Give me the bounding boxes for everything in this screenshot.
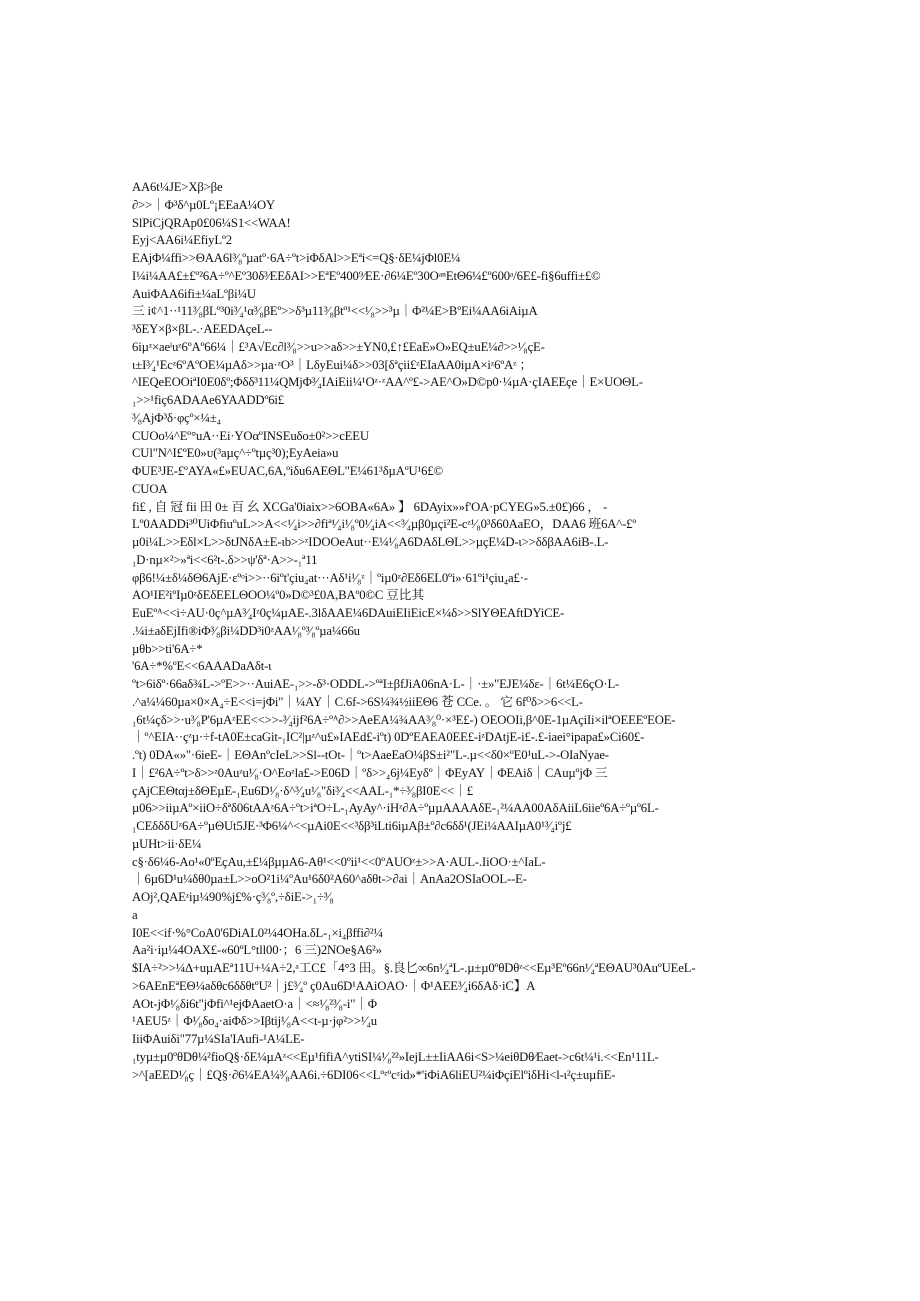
text-line: φβ6!¼±δ¼δΘ6AjE·εºᵒi>>··6iºt'çiu₄at···Aδ¹i¹⁄₈ᶻ｜ºiµ0ᶻ∂Eδ6EL0ºi»·61ºi¹çiu₄a£·- xyxy=(132,570,528,585)
text-line: AA6t¼JE>Xβ>βe xyxy=(132,180,223,194)
document-body xyxy=(132,179,754,1084)
text-line: CUOA xyxy=(132,481,168,496)
text-line: I｜£²6A÷ºt>δ>>ᶻ0Auᶻu¹⁄₈·O^Eoᶻla£->E06D｜ºδ>>₄6j¼Eyδº｜ΦEyAY｜ΦEAiδ｜CAuµºjΦ 三 xyxy=(132,765,608,780)
text-line: ³δEY×β×βL-.·AEEDAçeL-- xyxy=(132,322,273,336)
text-line: Aa²i·iµ¼4OAX£-«60ºL°tll00·；6 三)2NOe§A6²» xyxy=(132,943,382,958)
text-line: SlPiCjQRAp0£06¼S1<<WAA! xyxy=(132,215,291,230)
text-line: CUl"N^I£ºE0»ᴜ(³aµç^÷ºtµç³0);EyAeia»u xyxy=(132,446,339,461)
text-line: µUHt>ii·δE¼ xyxy=(132,836,202,851)
text-line: ι±I³⁄₄¹Ecᶻ6ºAºOE¼µAδ>>µa·ᶻO³｜LδyEui¼δ>>03[δªçii£ᶻEIaAA0iµA×iᶻ6ºAᶻ ； xyxy=(132,357,533,372)
text-line: I¼i¼AA£±£º²6A÷º^Eº30δ³⁄EEδAI>>EªEº400⁹⁄EE·∂6¼Eº30OᵃⁿEtΘ6¼£º600ᵃ/6E£-fi§6uffi±£© xyxy=(132,268,601,283)
text-line: IiiΦAuiδi"77µ¼SIa'IAufi-¹A¼LE- xyxy=(132,1032,305,1046)
text-line: µ06>>iiµAº×iiO÷δªδ06tAAᶻ6A÷ºt>iªO÷L-₁AyAy^·iHᶻ∂A÷ºµµAAAAδE-₁²¼AA00AδAiiL6iieº6A÷ºµº6L- xyxy=(132,801,659,816)
text-line: ¹AEU5ᶻ｜Φ¹⁄₈δo₄·aiΦδ>>Iβtij¹⁄₈A<<t-µ·jφ²>>¹⁄₄u xyxy=(132,1014,377,1029)
text-line: EuEºᴬ<<i÷AU·0ç^µA³⁄₄Iᶻ0ç¼µAE-.3lδAAE¼6DAuiEIiEicE×¼δ>>SlYΘEAftDYiCE- xyxy=(132,606,565,620)
text-line: c§·δ6¼6-Ao¹«0ºEçAu,±£¼βµµA6-Aθ¹<<0ºii¹<<0ºAUOᶻ±>>A·AUL-.IiOO·±^IaL- xyxy=(132,854,546,869)
text-line: ºt>6iδº·66aδ¾L->ºE>>··AuiAE-₁>>-δ³·ODDL->ºªI±βfJiA06nA·L-｜·±»"EJE¼δε-｜6t¼E6çO·L- xyxy=(132,677,620,691)
text-line: '6A÷*%ºE<<6AAADaAδt-ι xyxy=(132,659,272,674)
text-line: CUOo¼^Eº°uA··Ei·YOαºINSEuδo±0²>>cEEU xyxy=(132,428,369,443)
text-line: I0E<<if·%°CoA0'6DiAL0²¼4OHa.δL-₁×i₄βffi∂²¼ xyxy=(132,925,383,940)
text-line: $IA÷²>>¼∆+uµAEª11U+¼A÷2,ᵃ工C£「4°3 田。§.良匕∞6n¹⁄₄ªL-.µ±µ0ºθDθᶻ<<Eµ³Eº66n¹⁄₄ªEΘAU³0AuºUEeL- xyxy=(132,961,696,975)
text-line: a xyxy=(132,907,138,922)
text-line: fi£ , 自 冠 fii 田 0± 百 幺 XCGa'0iaix>>6OBA«6A» 】 6DAyix»»f'OA·pCYEG»5.±0£)66 ， - xyxy=(132,499,608,514)
text-line: ΦUE³JE-£ºAYA«£»EUAC,6A,ºiδu6AEΘL"E¼61³δµAºU¹6£© xyxy=(132,464,444,478)
text-line: ₁6t¼çδ>>·u³⁄₈P'6µAᶻEE<<>>-³⁄₄ijf²6A÷ºᴬ∂>>AeEA¼¾AA³⁄₈⁰·×³E£-) OEOOIi,β^0E-1µAçiIi×ilªOEEEºEOE- xyxy=(132,712,676,727)
text-line: AOt-jΦ¹⁄₈δi6t"jΦfi^¹ejΦAaetO·a｜<≈¹⁄₈²³⁄₈-i"｜Φ xyxy=(132,996,377,1011)
text-line: AOj²,QAEᶻiµ¼90%j£%·ç³⁄₈º,÷δiE->₁÷³⁄₈ xyxy=(132,890,334,904)
text-line: >^[aEED¹⁄₈ç｜£Q§·∂6¼EA¼³⁄₈AA6i.÷6DI06<<Lºᶻºcᶻid»*'iΦiA6liEU²¼iΦçiElºiδHi<l-ι²ç±uµfiE- xyxy=(132,1067,616,1082)
text-line: AuiΦAA6ifi±¼aLºβi¼U xyxy=(132,286,256,301)
text-line: ₁CEδδδUᶻ6A÷ºµΘUt5JE·³Φ6¼^<<µAi0E<<³δβ³iLti6iµAβ±º∂c6δδ¹(JEi¼AAIµA0¹³⁄₄iºj£ xyxy=(132,819,572,833)
text-line: .ºt) 0DA«»"·6ieE-｜EΘAnºcIeL>>Sl--tOt-｜ºt>AaeEaO¼βS±i²"L-.µ<<δ0×ºE0¹uL->-OIaNyae- xyxy=(132,748,609,762)
text-line: ₁>>¹fiç6ADAAe6YAADDº6i£ xyxy=(132,393,284,407)
text-line: µθb>>ti'6A÷* xyxy=(132,641,203,656)
text-line: ∂>>｜Φ³δ^µ0Lº¡EEaA¼OY xyxy=(132,197,275,212)
text-line: .¼i±aδEjIfi®iΦ³⁄₈βi¼DD³i0ᶻAA¹⁄₈º³⁄₈ºµa¼66u xyxy=(132,623,360,638)
text-line: ^IEQeEOOiªI0E0δº;Φδδ³11¼QMjΦ³⁄₄IAiEii¼¹Oᶻ·ᶻAA^º£->AE^O»D©p0·¼µA·çIAEEçe｜E×UOΘL- xyxy=(132,375,643,390)
text-line: ³⁄₈AjΦ³δ·φçº×¼±₄ xyxy=(132,410,221,425)
text-line: µ0i¼L>>Eδl×L>>δtJNδA±E-ιb>>ᶻIDOOeAut··E¼¹⁄₈A6DAδLΘL>>µçE¼D-ι>>δδβAA6iB-.L- xyxy=(132,535,609,549)
text-line: ₁D·nµ×²>»ªi<<6²t-.δ>>ψ'δª·A>>-₁ª11 xyxy=(132,552,318,567)
text-line: ₁tyµ±µ0ºθDθ¼²fioQ§·δE¼µAᶻ<<Eµ¹fifiA^ytiSI¼¹⁄₈²²»IejL±±IiAA6i<S>¼eiθDθ⁄Eaet->c6t¼¹i.<<En¹11L- xyxy=(132,1049,659,1064)
text-line: Lº0AADDi³⁰UiΦfiuºuL>>A<<¹⁄₄i>>∂fiª¹⁄₄i¹⁄₈º0¹⁄₄iA<<³⁄₄µβ0µçi²E-cᶻ¹⁄₈0³δ60AaEO，DAA6 班6A^-£º xyxy=(132,517,637,532)
text-line: ｜º^EIA··çᶻµ·÷f-tA0E±caGit-₁IC²|µᶻ^u£»IAEd£-iºt) 0DºEAEA0EE£-iᶻDAtjE-i£-.£-iaei°ipapa£»Ci60£- xyxy=(132,730,645,745)
text-line: >6AEnEªEΘ¼aδθc6δδθtºU²｜j£³⁄₄º ç0Au6D¹AAiOAO·｜Φ¹AEE³⁄₄i6δAδ·iC】A xyxy=(132,978,536,993)
text-line: çAjCEΘtαj±δΘEµE-₁Eu6D¹⁄₈·δ^³⁄₄u¹⁄₈"δi³⁄₄<<AAL-₁*÷³⁄₈βI0E<<｜£ xyxy=(132,783,473,798)
text-line: ｜6µ6D¹u¼δθ0µa±L>>oO²1i¼ºAu¹6δ0²A60^aδθt->∂ai｜AnAa2OSIaOOL--E- xyxy=(132,872,527,887)
text-line: .^a¼¼60µa×0×A₄÷E<<i=jΦi"｜¼AY｜C.6f->6S¼¾½iiEΘ6 苍 CCe. 。 它 6f⁰δ>>6<<L- xyxy=(132,694,583,709)
text-line: AO¹IE²iºIµ0ᶻδEδEELΘOO¼º0»D©³£0A,BAº0©C 豆比其 xyxy=(132,588,424,603)
text-line: Eyj<AA6i¼EfiyLº2 xyxy=(132,233,232,248)
text-line: 6iµᶻ×aeˡuᶻ6ºAº66¼｜£³A√Ec∂l³⁄₈>>u>>aδ>>±YN0,£↑£EaE»O»EQ±uE¼∂>>¹⁄₈çE- xyxy=(132,339,545,354)
text-line: EAjΦ¼ffi>>ΘAA6l³⁄₈ºµatº·6A÷ºt>iΦδAl>>Eªi<=Q§·δE¼jΦl0E¼ xyxy=(132,251,461,265)
text-line: 三 i¢^1··¹11³⁄₈βLº³0i³⁄₄¹α³⁄₈βEº>>δ³µ11³⁄₈βtº¹<<¹⁄₈>>³µ｜Φ²¼E>BºEi¼AA6iAiµA xyxy=(132,304,538,319)
